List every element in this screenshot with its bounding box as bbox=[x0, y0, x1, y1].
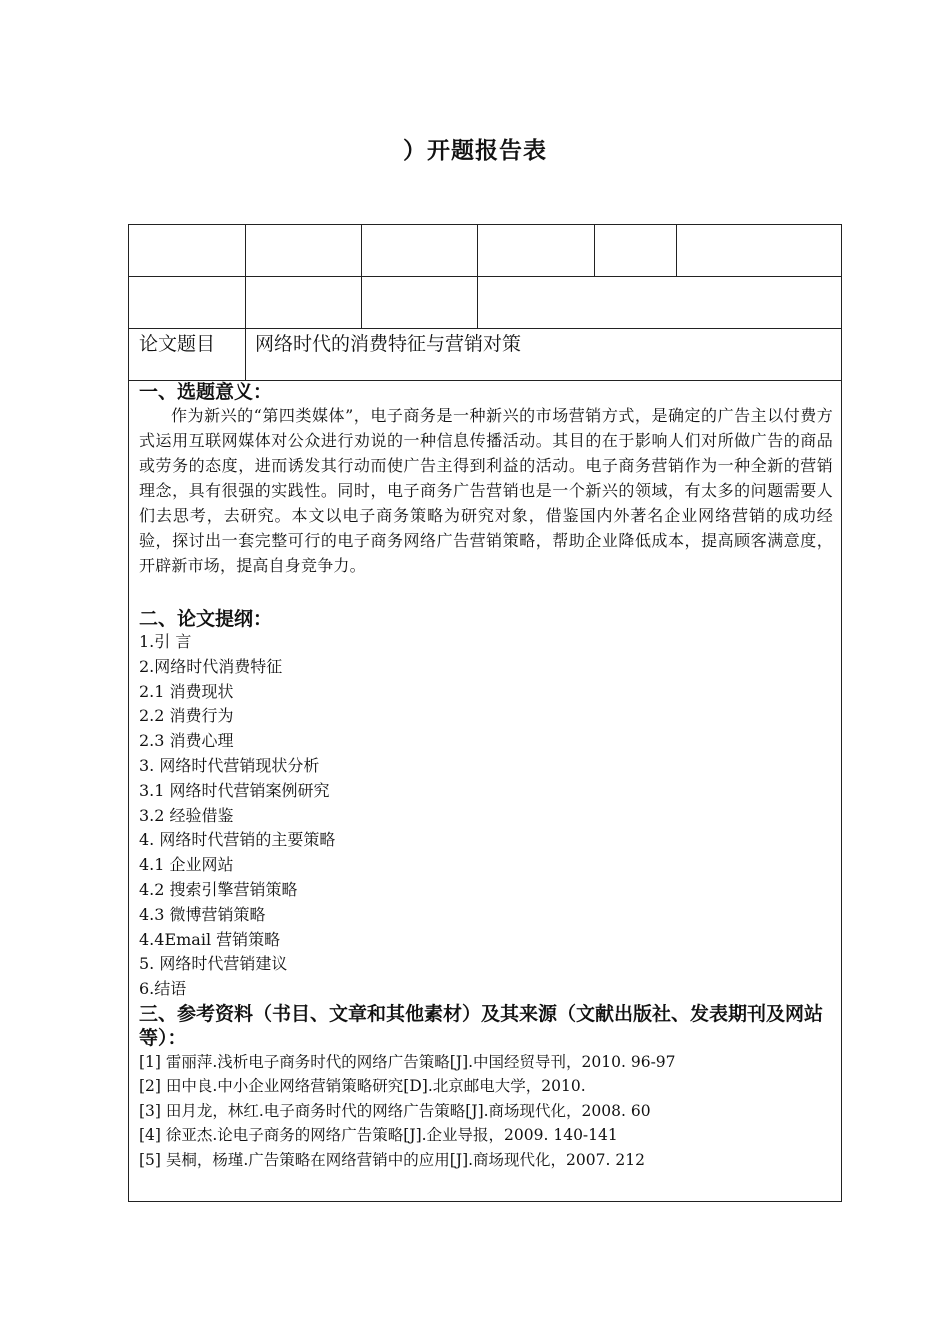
cell-divider bbox=[245, 276, 246, 328]
cell-divider bbox=[361, 276, 362, 328]
cell-divider bbox=[676, 225, 677, 276]
reference-list bbox=[139, 1050, 833, 1173]
outline-item: 3.2 经验借鉴 bbox=[139, 805, 234, 825]
topic-label: 论文题目 bbox=[139, 333, 216, 355]
form-content bbox=[139, 381, 833, 1172]
outline-item: 4. 网络时代营销的主要策略 bbox=[139, 830, 336, 850]
reference-item: [1] 雷丽萍.浅析电子商务时代的网络广告策略[J].中国经贸导刊，2010. 96-97 bbox=[139, 1052, 676, 1071]
cell-divider bbox=[477, 225, 478, 276]
outline-item: 3.1 网络时代营销案例研究 bbox=[139, 780, 330, 800]
cell-divider bbox=[245, 225, 246, 276]
section3-heading: 三、参考资料（书目、文章和其他素材）及其来源（文献出版社、发表期刊及网站等）： bbox=[139, 1002, 824, 1049]
outline-item: 5. 网络时代营销建议 bbox=[139, 954, 288, 974]
page-title: ）开题报告表 bbox=[403, 138, 547, 164]
outline-item: 1.引 言 bbox=[139, 632, 192, 651]
section2-heading: 二、论文提纲： bbox=[139, 608, 273, 630]
cell-divider bbox=[594, 225, 595, 276]
report-form-table bbox=[128, 224, 842, 1202]
outline-item: 4.4Email 营销策略 bbox=[139, 929, 281, 949]
outline-item: 2.1 消费现状 bbox=[139, 681, 234, 701]
outline-item: 3. 网络时代营销现状分析 bbox=[139, 755, 320, 775]
reference-item: [2] 田中良.中小企业网络营销策略研究[D].北京邮电大学，2010. bbox=[139, 1077, 586, 1096]
reference-item: [5] 吴桐，杨瑾.广告策略在网络营销中的应用[J].商场现代化，2007. 212 bbox=[139, 1150, 645, 1169]
cell-divider bbox=[361, 225, 362, 276]
outline-item: 6.结语 bbox=[139, 979, 187, 999]
outline-item: 4.3 微博营销策略 bbox=[139, 904, 266, 924]
topic-value: 网络时代的消费特征与营销对策 bbox=[255, 333, 522, 355]
reference-item: [3] 田月龙，林红.电子商务时代的网络广告策略[J].商场现代化，2008. 60 bbox=[139, 1101, 651, 1120]
outline-item: 2.3 消费心理 bbox=[139, 731, 234, 751]
outline-item: 2.2 消费行为 bbox=[139, 706, 234, 726]
outline-item: 4.1 企业网站 bbox=[139, 855, 234, 875]
cell-divider bbox=[477, 276, 478, 328]
reference-item: [4] 徐亚杰.论电子商务的网络广告策略[J].企业导报，2009. 140-141 bbox=[139, 1126, 618, 1145]
section1-paragraph: 作为新兴的“第四类媒体”，电子商务是一种新兴的市场营销方式，是确定的广告主以付费方式运用互联网媒体对公众进行劝说的一种信息传播活动。其目的在于影响人们对所做广告的商品或劳务的态度，进而诱发其行动而使广告主得到利益的活动。电子商务营销作为一种全新的营销理念，具有很强的实践性。同时，电子商务广告营销也是一个新兴的领域，有太多的问题需要人们去思考，去研究。本文以电子商务策略为研究对象，借鉴国内外著名企业网络营销的成功经验，探讨出一套完整可行的电子商务网络广告营销策略，帮助企业降低成本，提高顾客满意度，开辟新市场，提高自身竞争力。 bbox=[139, 406, 833, 575]
section1-heading: 一、选题意义： bbox=[139, 381, 273, 403]
cell-divider bbox=[245, 328, 246, 380]
row-divider bbox=[129, 276, 841, 277]
outline-item: 4.2 搜索引擎营销策略 bbox=[139, 879, 298, 899]
outline-item: 2.网络时代消费特征 bbox=[139, 656, 283, 676]
outline-list bbox=[139, 630, 833, 1002]
